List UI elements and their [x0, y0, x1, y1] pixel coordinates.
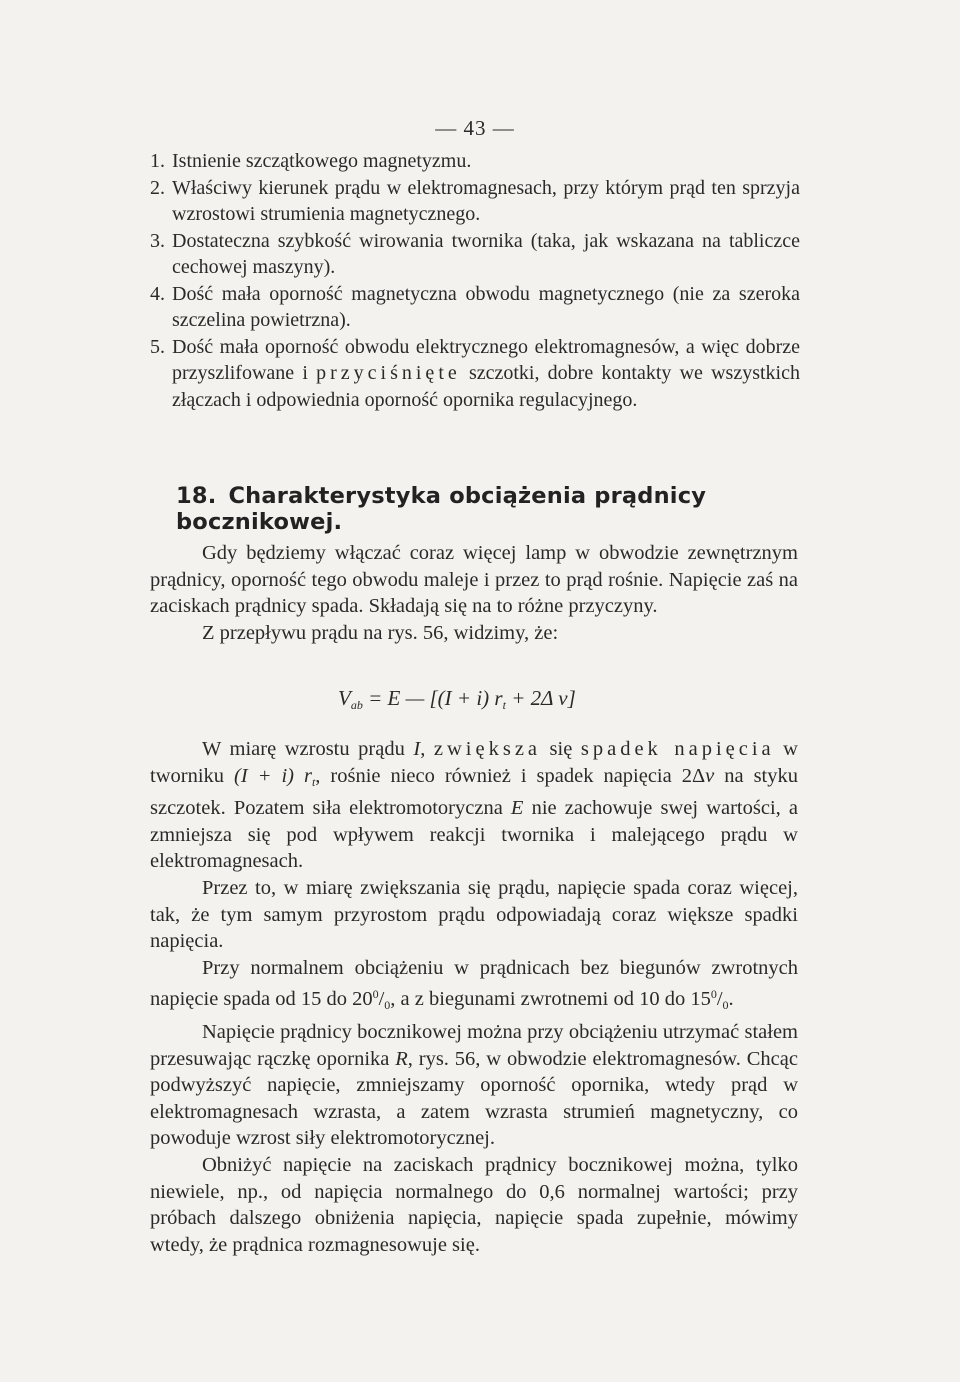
list-item-text: Dostateczna szybkość wirowania twornika (taka, jak wskazana na tabliczce cechowej maszyny).: [172, 229, 800, 278]
paragraph: [150, 955, 798, 1019]
list-item-text-part: Dość mała oporność obwodu elektrycznego elektromagnesów, a więc dobrze przyszlifowane i: [172, 335, 800, 384]
math-var: R: [395, 1047, 408, 1070]
percent-slash: /: [716, 988, 723, 1011]
text-run: , a z biegunami zwrotnemi od 10 do 15: [390, 988, 711, 1011]
paragraph: [150, 1019, 798, 1152]
text-run: Przy normalnem obciążeniu w prądnicach bez biegunów zwrotnych napięcie spada od 15 do 20: [150, 956, 798, 1011]
formula-lhs-subscript: ab: [350, 698, 363, 712]
list-item: [150, 175, 800, 228]
list-item: [150, 148, 800, 175]
list-item-number: 4.: [150, 282, 165, 305]
list-item-number: 2.: [150, 176, 165, 199]
text-run: na styku szczotek. Pozatem siła elektromotoryczna: [150, 764, 798, 820]
list-item-text-part: szczotki, dobre kontakty we wszystkich złączach i odpowiednia oporność opornika regulacyjnego.: [172, 362, 800, 411]
conditions-list: [150, 148, 800, 413]
formula-rest: + 2Δ v]: [505, 686, 576, 710]
paragraph: Przez to, w miarę zwiększania się prądu, napięcie spada coraz więcej, tak, że tym samym przyrostom prądu odpowiadają coraz większe spadki napięcia.: [150, 876, 798, 953]
formula-eq: = E — [(I + i) r: [362, 686, 503, 710]
percent-sub: 0: [384, 998, 391, 1013]
text-run: ,: [420, 738, 434, 760]
section-title: Charakterystyka obciążenia prądnicy bocznikowej.: [176, 483, 707, 535]
formula-lhs: V: [338, 686, 351, 710]
math-var: v: [705, 764, 715, 787]
section-heading: [176, 483, 816, 535]
text-run: , rys. 56, w obwodzie elektromagnesów. Chcąc podwyższyć napięcie, zmniejszamy oporność opornika, wtedy prąd w elektromagnesach wzrasta, a zatem wzrasta strumień magnetyczny, co powoduje wzrost siły elektromotorycznej.: [150, 1047, 798, 1150]
spaced-emphasis: przyciśnięte: [316, 362, 461, 384]
formula-r-subscript: t: [502, 698, 506, 712]
list-item-number: 5.: [150, 335, 165, 358]
list-item: [150, 228, 800, 281]
paragraph: Z przepływu prądu na rys. 56, widzimy, że:: [202, 621, 559, 644]
text-run: się: [541, 738, 581, 760]
math-var: E: [510, 797, 524, 820]
paragraph: Gdy będziemy włączać coraz więcej lamp w obwodzie zewnętrznym prądnicy, oporność tego obwodu maleje i przez to prąd rośnie. Napięcie zaś na zaciskach prądnicy spada. Składają się na to różne przyczyny.: [150, 542, 798, 618]
body-text-top: [150, 540, 798, 646]
text-run: W miarę wzrostu prądu: [202, 738, 414, 760]
text-run: .: [728, 988, 734, 1011]
percent-sub: 0: [722, 998, 729, 1013]
text-run: nie zachowuje swej wartości, a zmniejsza się pod wpływem reakcji twornika i malejącego prądu w elektromagnesach.: [150, 797, 798, 873]
percent-sup: 0: [372, 987, 379, 1002]
list-item-text: [172, 334, 800, 414]
list-item-text: Właściwy kierunek prądu w elektromagnesach, przy którym prąd ten sprzyja wzrostowi strumienia magnetycznego.: [172, 176, 800, 225]
text-run: Napięcie prądnicy bocznikowej można przy obciążeniu utrzymać stałem przesuwając rączkę opornika: [150, 1020, 798, 1070]
page-number: — 43 —: [435, 116, 515, 140]
percent-sup: 0: [710, 987, 717, 1002]
list-item-number: 1.: [150, 150, 165, 172]
text-run: , rośnie nieco również i spadek napięcia 2Δ: [315, 764, 706, 787]
list-item: [150, 334, 800, 414]
body-text-bottom: [150, 736, 798, 1258]
list-item-number: 3.: [150, 229, 165, 252]
math-var: I: [413, 738, 421, 760]
formula: [338, 686, 576, 713]
paragraph: Obniżyć napięcie na zaciskach prądnicy bocznikowej można, tylko niewiele, np., od napięcia normalnego do 0,6 normalnej wartości; przy próbach dalszego obniżenia napięcia, napięcie spada zupełnie, mówimy wtedy, że prądnica rozmagnesowuje się.: [150, 1153, 798, 1256]
math-expression: (I + i) r: [234, 764, 312, 787]
spaced-emphasis: spadek napięcia: [580, 738, 775, 760]
spaced-emphasis: zwiększa: [433, 738, 542, 760]
paragraph: [150, 736, 798, 875]
list-item-text: Dość mała oporność magnetyczna obwodu magnetycznego (nie za szeroka szczelina powietrzna).: [172, 282, 800, 331]
math-subscript: t: [311, 774, 316, 789]
list-item-text: Istnienie szczątkowego magnetyzmu.: [172, 150, 472, 172]
section-number: 18.: [176, 483, 217, 509]
text-run: w tworniku: [150, 738, 798, 787]
list-item: [150, 281, 800, 334]
percent-slash: /: [378, 988, 385, 1011]
